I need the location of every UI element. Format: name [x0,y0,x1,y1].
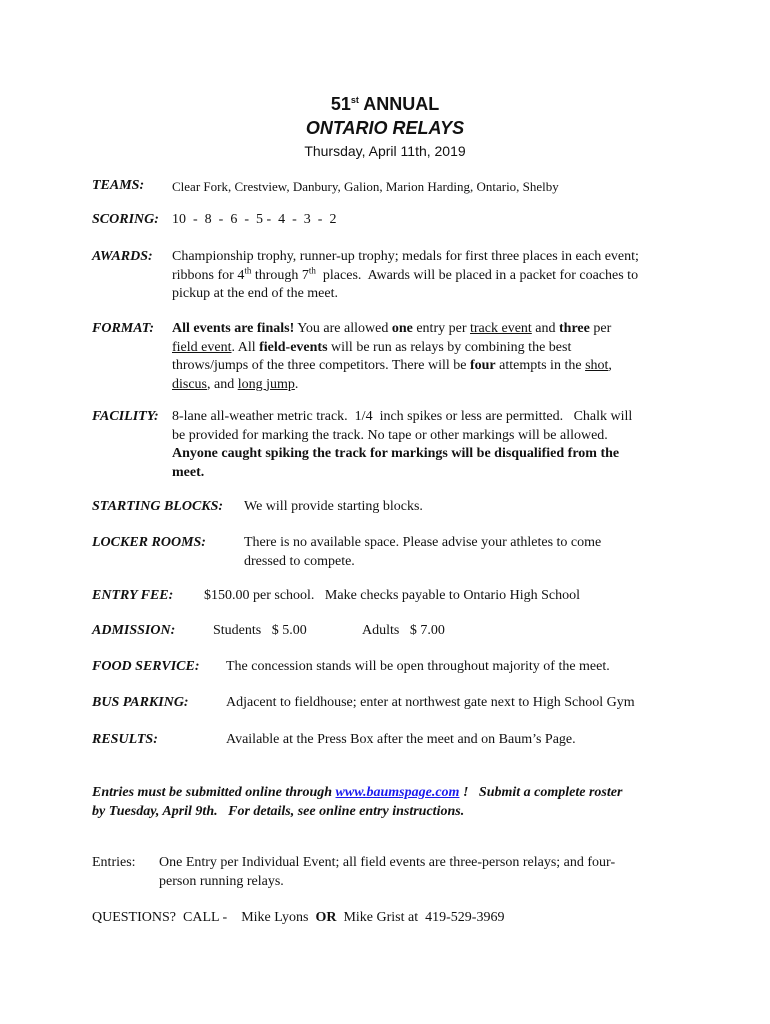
entries-note-text: ! Submit a complete roster [459,785,623,800]
format-underlined: discus [172,376,207,392]
bus-parking-value: Adjacent to fieldhouse; enter at northwest gate next to High School Gym [226,695,635,710]
format-text-span: You are allowed [294,321,392,336]
teams-label: TEAMS: [92,178,145,193]
awards-line-1: Championship trophy, runner-up trophy; medals for first three places in each event; [172,249,639,264]
scoring-value: 10 - 8 - 6 - 5 - 4 - 3 - 2 [172,212,337,227]
format-text-span: attempts in the [495,358,586,373]
locker-rooms-text [244,534,684,571]
event-name: ONTARIO RELAYS [305,118,465,138]
entries-note [92,784,712,821]
format-text-span: entry per [412,321,470,336]
format-text [172,320,692,394]
questions-text: Mike Grist at 419-529-3969 [336,910,505,925]
title-ordinal: st [350,95,359,105]
format-text-span: per [589,321,612,336]
locker-rooms-line-1: There is no available space. Please advise your athletes to come [244,535,602,550]
format-text-span: . [294,376,299,392]
facility-line-2: be provided for marking the track. No tape or other markings will be allowed. [172,427,608,443]
awards-label: AWARDS: [92,249,153,264]
ordinal-suffix: th [308,264,316,275]
format-emphasis: one [391,321,413,336]
format-line-2 [172,339,692,358]
admission-adults: Adults $ 7.00 [362,623,445,638]
awards-places-text: places. Awards will be placed in a packet for coaches to [315,267,639,283]
format-line-3 [172,357,692,376]
awards-ribbons-text: ribbons for 4 [172,267,245,283]
facility-text [172,408,692,482]
starting-blocks-label: STARTING BLOCKS: [92,499,224,514]
facility-line-1: 8-lane all-weather metric track. 1/4 inch spikes or less are permitted. Chalk will [172,409,633,424]
format-text-span: will be run as relays by combining the best [327,339,572,355]
scoring-label: SCORING: [92,212,159,227]
entries-note-line-2: by Tuesday, April 9th. For details, see online entry instructions. [92,803,465,819]
entries-note-line-1 [92,784,712,803]
bus-parking-label: BUS PARKING: [92,695,189,710]
admission-label: ADMISSION: [92,623,176,638]
format-label: FORMAT: [92,321,154,336]
questions-contact [92,910,504,926]
entries-note-text: Entries must be submitted online through [92,785,336,800]
awards-through-text: through 7 [251,267,309,283]
locker-rooms-line-2: dressed to compete. [244,553,355,569]
format-text-span: . All [231,339,260,355]
entries-line-1: One Entry per Individual Event; all field events are three-person relays; and four- [159,855,616,870]
format-emphasis: field-events [259,339,328,355]
entries-label: Entries: [92,855,136,870]
format-text-span: , and [207,376,238,392]
format-text-span: throws/jumps of the three competitors. There will be [172,358,470,373]
format-line-4 [172,376,692,395]
facility-warning-line-2: meet. [172,464,205,480]
entries-text [159,854,699,891]
food-service-label: FOOD SERVICE: [92,659,200,674]
entry-fee-label: ENTRY FEE: [92,588,174,603]
page-title [0,94,770,115]
questions-text: QUESTIONS? CALL - Mike Lyons [92,910,316,925]
questions-or: OR [315,910,337,925]
title-annual: ANNUAL [358,94,440,114]
facility-warning-line-1: Anyone caught spiking the track for markings will be disqualified from the [172,446,620,461]
admission-students: Students $ 5.00 [213,623,307,638]
facility-label: FACILITY: [92,409,159,424]
format-underlined: shot [585,358,609,373]
locker-rooms-label: LOCKER ROOMS: [92,535,206,550]
title-number: 51 [330,94,351,114]
format-text-span: , [608,358,612,373]
awards-line-3: pickup at the end of the meet. [172,286,338,301]
format-underlined: long jump [237,376,295,392]
starting-blocks-value: We will provide starting blocks. [244,499,423,514]
format-emphasis: three [559,321,590,336]
results-label: RESULTS: [92,732,158,747]
ordinal-suffix: th [244,264,252,275]
awards-line-2 [172,264,692,286]
format-line-1 [172,320,692,339]
format-emphasis: All events are finals! [172,321,295,336]
entries-line-2: person running relays. [159,873,284,889]
results-value: Available at the Press Box after the meet and on Baum’s Page. [226,732,576,747]
format-underlined: field event [172,339,232,355]
awards-text [172,248,692,304]
event-date: Thursday, April 11th, 2019 [304,143,466,159]
format-text-span: and [531,321,560,336]
food-service-value: The concession stands will be open throughout majority of the meet. [226,659,610,674]
teams-value: Clear Fork, Crestview, Danbury, Galion, Marion Harding, Ontario, Shelby [172,179,559,194]
entry-fee-value: $150.00 per school. Make checks payable to Ontario High School [204,588,580,603]
baumspage-link[interactable]: www.baumspage.com [335,785,460,800]
format-emphasis: four [469,358,496,373]
format-underlined: track event [470,321,532,336]
